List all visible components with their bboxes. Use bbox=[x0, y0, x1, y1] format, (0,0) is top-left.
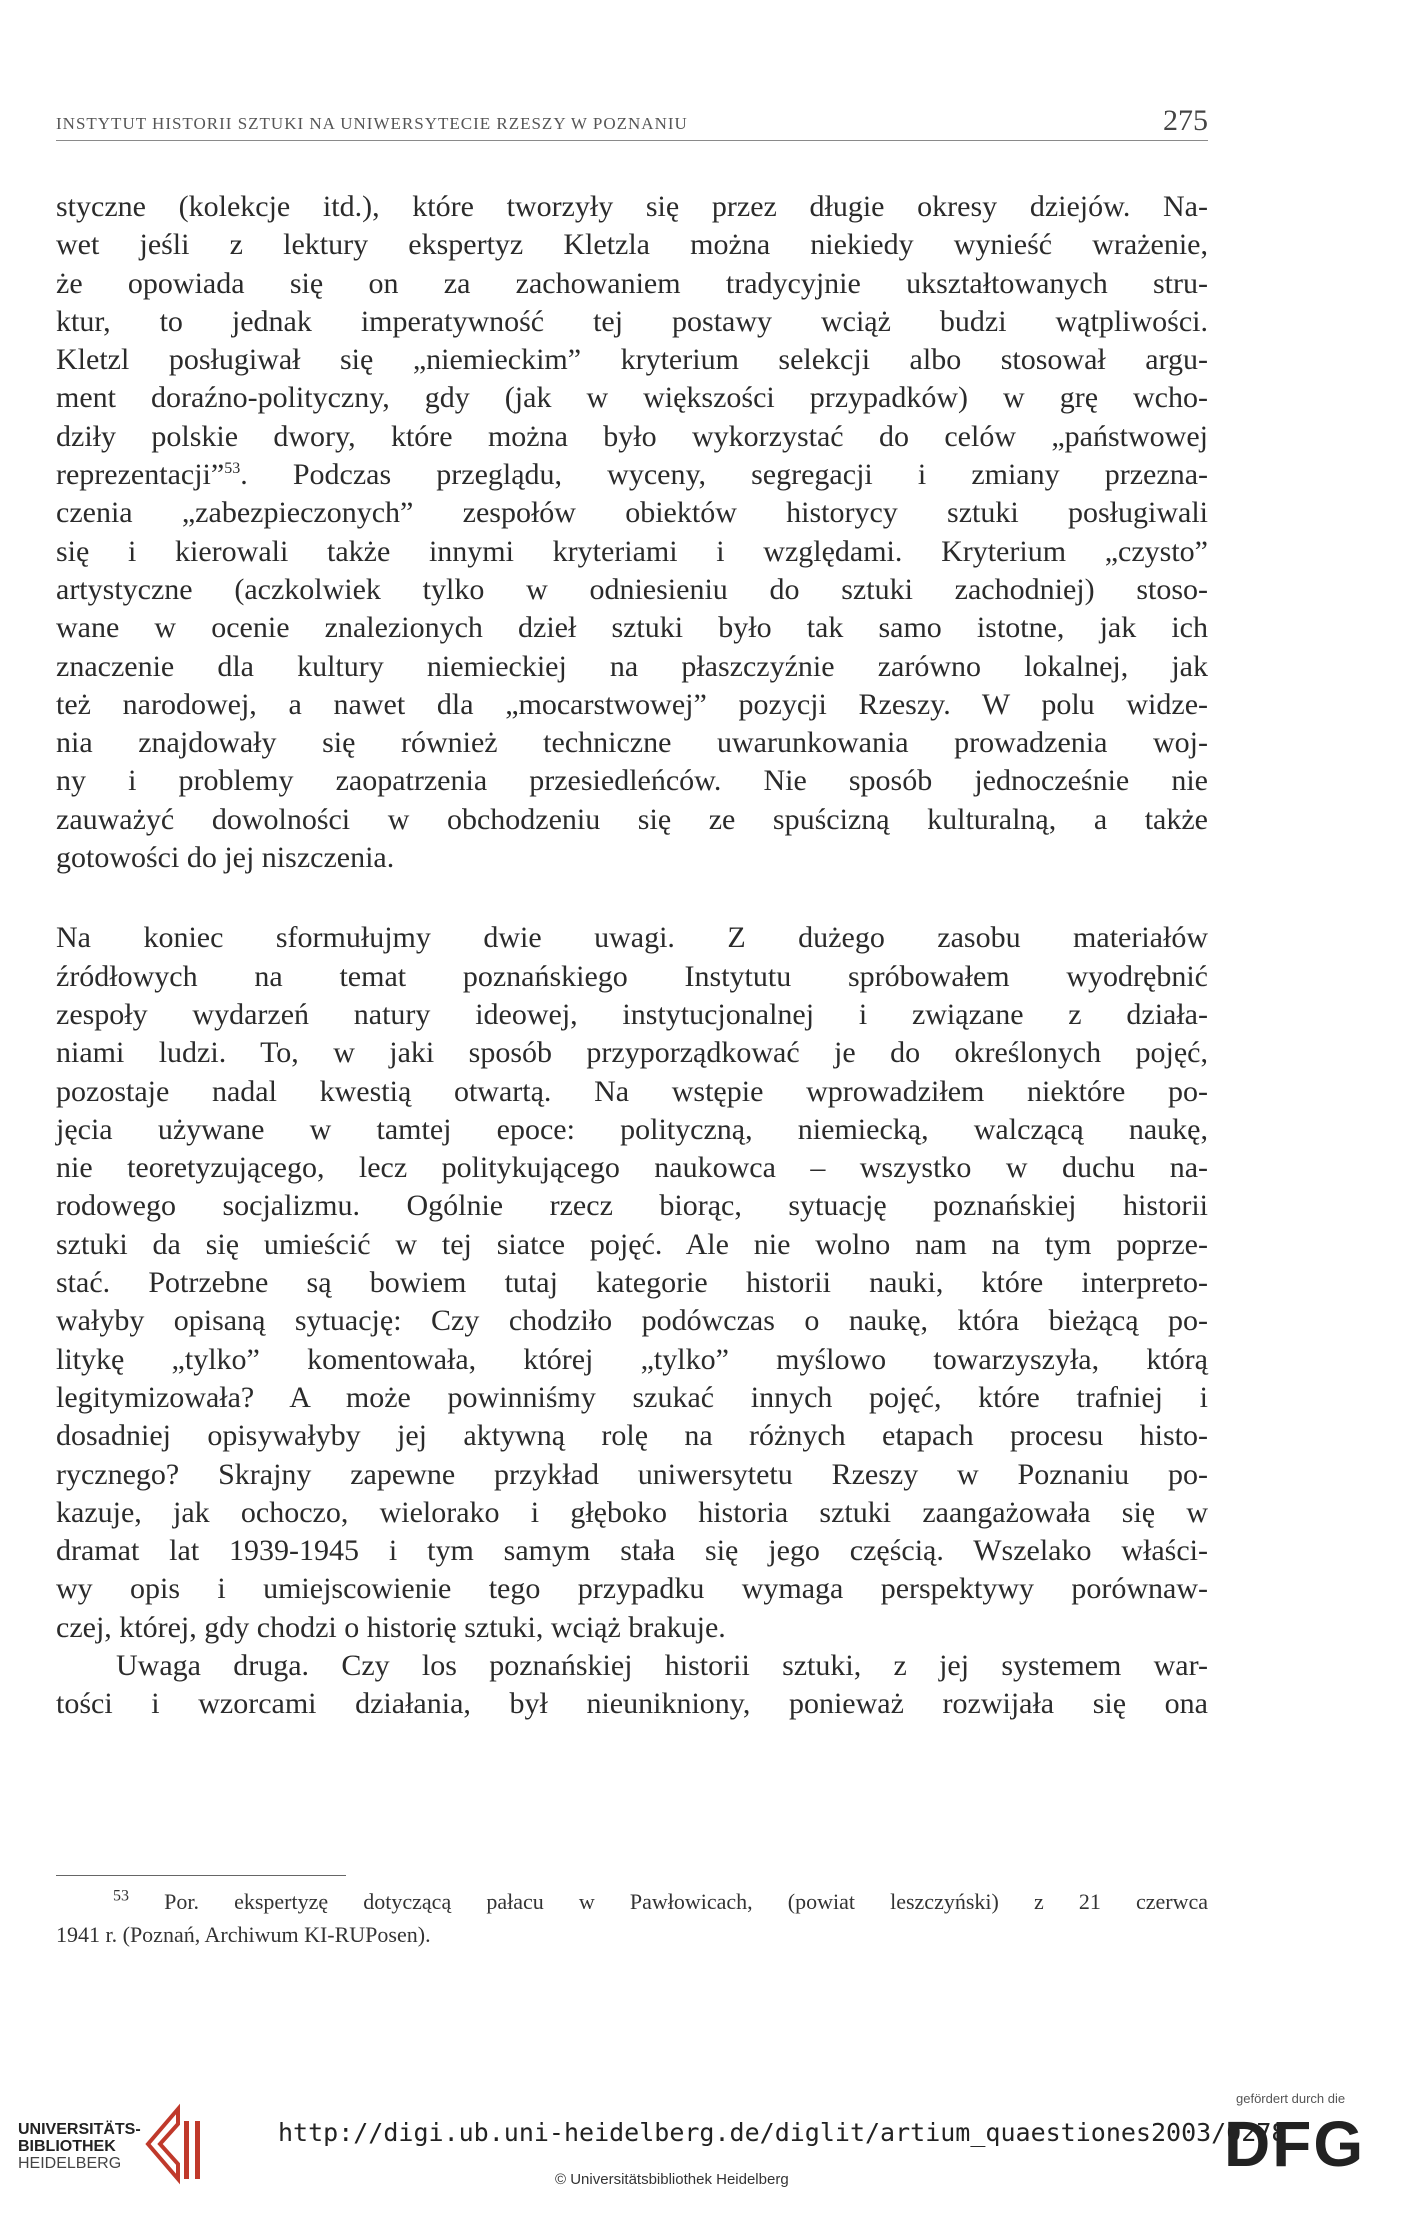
paragraph-gap bbox=[56, 877, 1208, 919]
text-line: stać. Potrzebne są bowiem tutaj kategorie historii nauki, które interpreto- bbox=[56, 1266, 1208, 1300]
text-line: sztuki da się umieścić w tej siatce pojęć. Ale nie wolno nam na tym poprze- bbox=[56, 1227, 1208, 1261]
library-name-line: HEIDELBERG bbox=[18, 2155, 122, 2172]
library-emblem-icon bbox=[138, 2099, 218, 2189]
text-line: nia znajdowały się również techniczne uwarunkowania prowadzenia woj- bbox=[56, 726, 1208, 760]
text-line: ny i problemy zaopatrzenia przesiedleńców. Nie sposób jednocześnie nie bbox=[56, 764, 1208, 798]
text-line: że opowiada się on za zachowaniem tradycyjnie ukształtowanych stru- bbox=[56, 266, 1208, 300]
page-number: 275 bbox=[1163, 104, 1208, 137]
text-line: rycznego? Skrajny zapewne przykład uniwersytetu Rzeszy w Poznaniu po- bbox=[56, 1457, 1208, 1491]
library-logo bbox=[18, 2099, 218, 2189]
text-line: jęcia używane w tamtej epoce: polityczną, niemiecką, walczącą naukę, bbox=[56, 1112, 1208, 1146]
text-line: też narodowej, a nawet dla „mocarstwowej” pozycji Rzeszy. W polu widze- bbox=[56, 687, 1208, 721]
text-line: tości i wzorcami działania, był nieunikniony, ponieważ rozwijała się ona bbox=[56, 1687, 1208, 1721]
text-line: litykę „tylko” komentowała, której „tylko” myślowo towarzyszyła, którą bbox=[56, 1342, 1208, 1376]
footnote-number: 53 bbox=[113, 1887, 129, 1905]
text-line: legitymizowała? A może powinniśmy szukać innych pojęć, które trafniej i bbox=[56, 1380, 1208, 1414]
library-name-line: BIBLIOTHEK bbox=[18, 2138, 116, 2155]
text-line-with-footnote-ref bbox=[56, 456, 1208, 494]
library-name-line: UNIVERSITÄTS- bbox=[18, 2121, 141, 2138]
text-line: wałyby opisaną sytuację: Czy chodziło podówczas o naukę, która bieżącą po- bbox=[56, 1304, 1208, 1338]
text-line: Na koniec sformułujmy dwie uwagi. Z dużego zasobu materiałów bbox=[56, 921, 1208, 955]
text-fragment: reprezentacji” bbox=[56, 458, 225, 492]
text-line: zespoły wydarzeń natury ideowej, instytucjonalnej i związane z działa- bbox=[56, 997, 1208, 1031]
text-line: wet jeśli z lektury ekspertyz Kletzla można niekiedy wynieść wrażenie, bbox=[56, 228, 1208, 262]
text-line: nie teoretyzującego, lecz politykującego naukowca – wszystko w duchu na- bbox=[56, 1151, 1208, 1185]
source-url-link[interactable]: http://digi.ub.uni-heidelberg.de/diglit/artium_quaestiones2003/0278 bbox=[278, 2118, 1287, 2147]
text-line: źródłowych na temat poznańskiego Instytutu spróbowałem wyodrębnić bbox=[56, 959, 1208, 993]
text-fragment: . Podczas przeglądu, wyceny, segregacji i zmiany przezna- bbox=[240, 458, 1208, 492]
dfg-logo: DFG bbox=[1224, 2108, 1366, 2180]
footnote-ref[interactable]: 53 bbox=[224, 460, 241, 478]
text-line: Uwaga druga. Czy los poznańskiej historii sztuki, z jej systemem war- bbox=[116, 1648, 1208, 1682]
text-line: artystyczne (aczkolwiek tylko w odniesieniu do sztuki zachodniej) stoso- bbox=[56, 572, 1208, 606]
paragraph-1 bbox=[56, 188, 1208, 877]
body-text bbox=[56, 188, 1208, 1724]
funding-note: gefördert durch die bbox=[1236, 2091, 1346, 2106]
text-line: kazuje, jak ochoczo, wielorako i głęboko historia sztuki zaangażowała się w bbox=[56, 1495, 1208, 1529]
text-line: niami ludzi. To, w jaki sposób przyporządkować je do określonych pojęć, bbox=[56, 1036, 1208, 1070]
footnote-text: Por. ekspertyzę dotyczącą pałacu w Pawłowicach, (powiat leszczyński) z 21 czerwca bbox=[164, 1889, 1208, 1914]
running-head-title: INSTYTUT HISTORII SZTUKI NA UNIWERSYTECIE RZESZY W POZNANIU bbox=[56, 114, 688, 133]
text-line: wy opis i umiejscowienie tego przypadku wymaga perspektywy porównaw- bbox=[56, 1572, 1208, 1606]
text-line: czenia „zabezpieczonych” zespołów obiektów historycy sztuki posługiwali bbox=[56, 496, 1208, 530]
footnote bbox=[56, 1885, 1208, 1951]
text-line: Kletzl posługiwał się „niemieckim” kryterium selekcji albo stosował argu- bbox=[56, 343, 1208, 377]
text-line: pozostaje nadal kwestią otwartą. Na wstępie wprowadziłem niektóre po- bbox=[56, 1074, 1208, 1108]
footnote-rule bbox=[56, 1875, 346, 1876]
text-line: gotowości do jej niszczenia. bbox=[56, 841, 395, 875]
library-name bbox=[18, 2121, 141, 2172]
paragraph-2 bbox=[56, 919, 1208, 1647]
copyright-notice: © Universitätsbibliothek Heidelberg bbox=[555, 2171, 789, 2188]
text-line: ment doraźno-polityczny, gdy (jak w większości przypadków) w grę wcho- bbox=[56, 381, 1208, 415]
text-line: czej, której, gdy chodzi o historię sztuki, wciąż brakuje. bbox=[56, 1610, 726, 1644]
footnote-line bbox=[56, 1885, 1208, 1918]
text-line: znaczenie dla kultury niemieckiej na płaszczyźnie zarówno lokalnej, jak bbox=[56, 649, 1208, 683]
text-line: rodowego socjalizmu. Ogólnie rzecz biorąc, sytuację poznańskiej historii bbox=[56, 1189, 1208, 1223]
text-line: dziły polskie dwory, które można było wykorzystać do celów „państwowej bbox=[56, 419, 1208, 453]
text-line: ktur, to jednak imperatywność tej postawy wciąż budzi wątpliwości. bbox=[56, 304, 1208, 338]
paragraph-3 bbox=[56, 1647, 1208, 1724]
text-line: dramat lat 1939-1945 i tym samym stała się jego częścią. Wszelako właści- bbox=[56, 1534, 1208, 1568]
running-head bbox=[56, 100, 1208, 141]
text-line: zauważyć dowolności w obchodzeniu się ze spuścizną kulturalną, a także bbox=[56, 802, 1208, 836]
page-footer bbox=[0, 2075, 1414, 2217]
text-line: wane w ocenie znalezionych dzieł sztuki było tak samo istotne, jak ich bbox=[56, 611, 1208, 645]
footnote-line: 1941 r. (Poznań, Archiwum KI-RUPosen). bbox=[56, 1922, 431, 1947]
text-line: dosadniej opisywałyby jej aktywną rolę na różnych etapach procesu histo- bbox=[56, 1419, 1208, 1453]
text-line: się i kierowali także innymi kryteriami i względami. Kryterium „czysto” bbox=[56, 534, 1208, 568]
text-line: styczne (kolekcje itd.), które tworzyły się przez długie okresy dziejów. Na- bbox=[56, 190, 1208, 223]
